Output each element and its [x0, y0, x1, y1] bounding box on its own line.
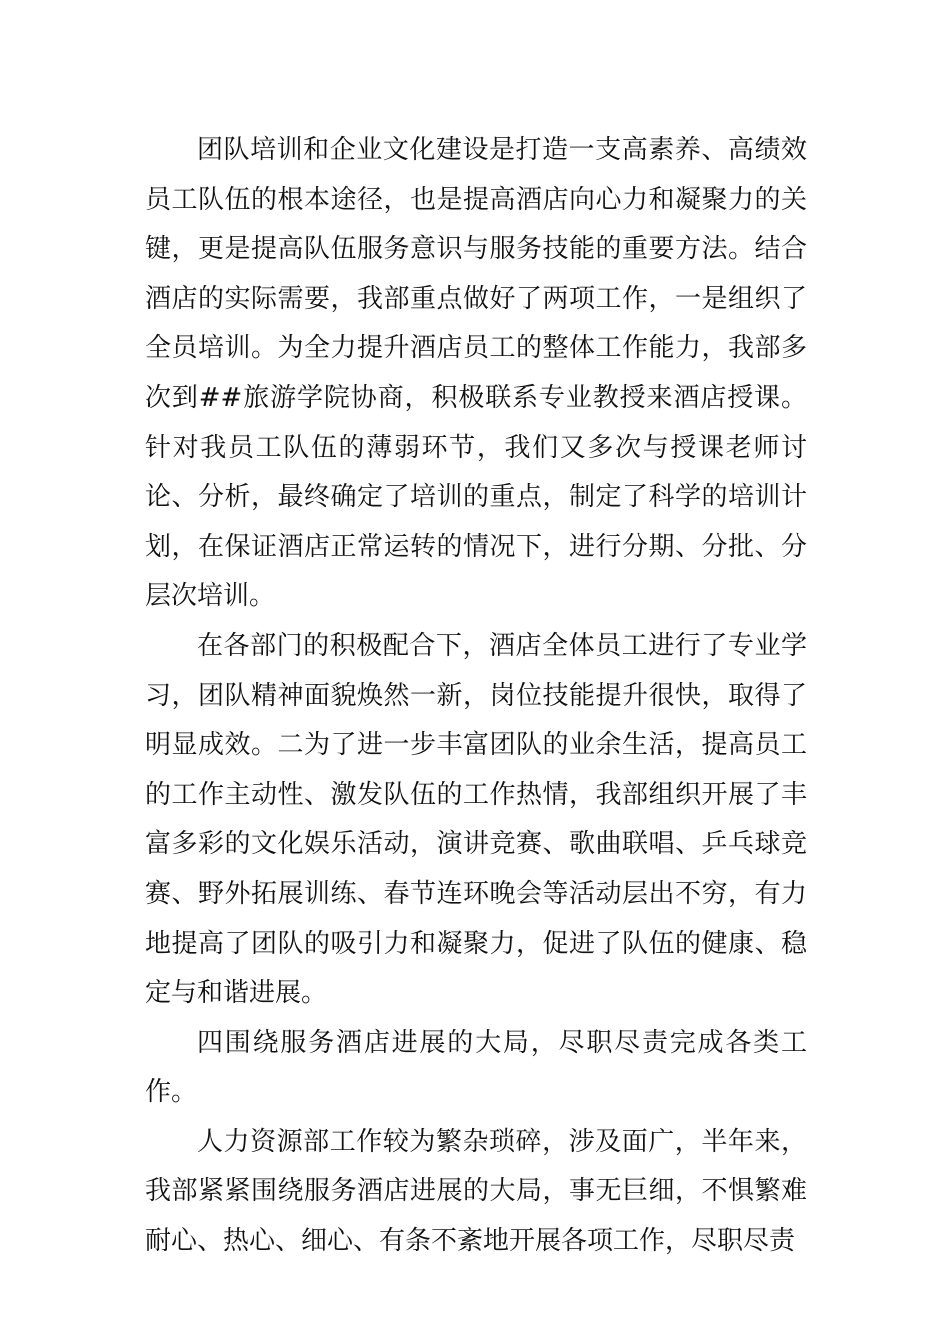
paragraph-team-training: 团队培训和企业文化建设是打造一支高素养、高绩效员工队伍的根本途径，也是提高酒店向心力和凝聚力的关键，更是提高队伍服务意识与服务技能的重要方法。结合酒店的实际需要，我部重点做好了两项工作，一是组织了全员培训。为全力提升酒店员工的整体工作能力，我部多次到##旅游学院协商，积极联系专业教授来酒店授课。针对我员工队伍的薄弱环节，我们又多次与授课老师讨论、分析，最终确定了培训的重点，制定了科学的培训计划，在保证酒店正常运转的情况下，进行分期、分批、分层次培训。: [145, 135, 807, 612]
paragraph-section-heading: 四围绕服务酒店进展的大局，尽职尽责完成各类工作。: [145, 1027, 807, 1108]
paragraph-department-cooperation: 在各部门的积极配合下，酒店全体员工进行了专业学习，团队精神面貌焕然一新，岗位技能提升很快，取得了明显成效。二为了进一步丰富团队的业余生活，提高员工的工作主动性、激发队伍的工作热情，我部组织开展了丰富多彩的文化娱乐活动，演讲竞赛、歌曲联唱、乒乓球竞赛、野外拓展训练、春节连环晚会等活动层出不穷，有力地提高了团队的吸引力和凝聚力，促进了队伍的健康、稳定与和谐进展。: [145, 630, 807, 1009]
paragraph-hr-work: 人力资源部工作较为繁杂琐碎，涉及面广，半年来，我部紧紧围绕服务酒店进展的大局，事无巨细，不惧繁难耐心、热心、细心、有条不紊地开展各项工作，尽职尽责: [145, 1126, 807, 1257]
document-body: [145, 126, 807, 1267]
